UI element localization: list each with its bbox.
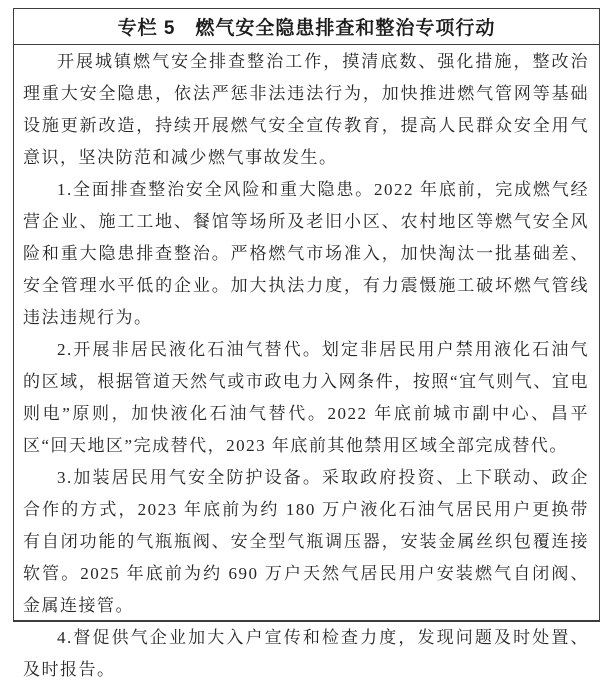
intro-paragraph: 开展城镇燃气安全排查整治工作，摸清底数、强化措施，整改治理重大安全隐患，依法严惩非法违法行为，加快推进燃气管网等基础设施更新改造，持续开展燃气安全宣传教育，提高人民群众安全用气意识，坚决防范和减少燃气事故发生。	[23, 52, 589, 167]
item-3-paragraph: 3.加装居民用气安全防护设备。采取政府投资、上下联动、政企合作的方式，2023 年底前为约 180 万户液化石油气居民用户更换带有自闭功能的气瓶瓶阀、安全型气瓶调压器，安装金属丝织包覆连接软管。2025 年底前为约 690 万户天然气居民用户安装燃气自闭阀、金属连接管。	[23, 468, 589, 615]
item-1-paragraph: 1.全面排查整治安全风险和重大隐患。2022 年底前，完成燃气经营企业、施工工地、餐馆等场所及老旧小区、农村地区等燃气安全风险和重大隐患排查整治。严格燃气市场准入，加快淘汰一批基础差、安全管理水平低的企业。加大执法力度，有力震慑施工破坏燃气管线违法违规行为。	[23, 180, 589, 327]
item-2-paragraph: 2.开展非居民液化石油气替代。划定非居民用户禁用液化石油气的区域，根据管道天然气或市政电力入网条件，按照“宜气则气、宜电则电”原则，加快液化石油气替代。2022 年底前城市副中心、昌平区“回天地区”完成替代，2023 年底前其他禁用区域全部完成替代。	[23, 340, 589, 455]
column-body	[14, 45, 599, 686]
special-column-box	[13, 8, 600, 679]
item-4-paragraph: 4.督促供气企业加大入户宣传和检查力度，发现问题及时处置、及时报告。	[23, 628, 589, 679]
column-title: 专栏 5 燃气安全隐患排查和整治专项行动	[14, 9, 599, 45]
